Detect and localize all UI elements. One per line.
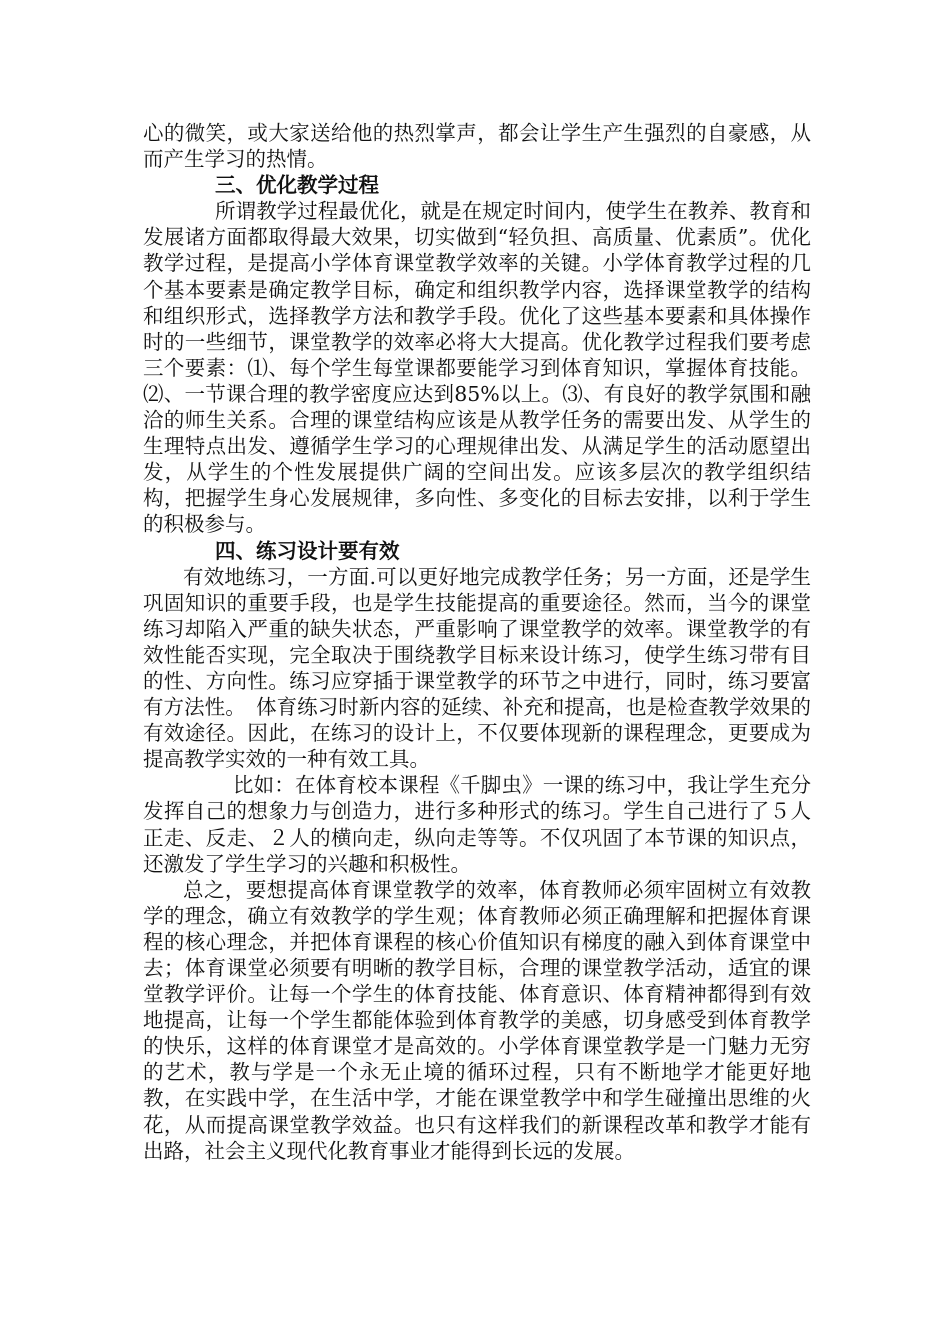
paragraph-effective-practice: 有效地练习，一方面.可以更好地完成教学任务；另一方面，还是学生巩固知识的重要手段，也是学生技能提高的重要途径。然而，当今的课堂练习却陷入严重的缺失状态，严重影响了课堂教学的效率。课堂教学的有效性能否实现，完全取决于围绕教学目标来设计练习，使学生练习带有目的性、方向性。练习应穿插于课堂教学的环节之中进行，同时，练习要富有方法性。 体育练习时新内容的延续、补充和提高，也是检查教学效果的有效途径。因此，在练习的设计上，不仅要体现新的课程理念，更要成为提高教学实效的一种有效工具。 <box>143 564 811 772</box>
paragraph-optimize-process: 所谓教学过程最优化，就是在规定时间内，使学生在教养、教育和发展诸方面都取得最大效果，切实做到“轻负担、高质量、优素质”。优化教学过程，是提高小学体育课堂教学效率的关键。小学体育教学过程的几个基本要素是确定教学目标，确定和组织教学内容，选择课堂教学的结构和组织形式，选择教学方法和教学手段。优化了这些基本要素和具体操作时的一些细节，课堂教学的效率必将大大提高。优化教学过程我们要考虑三个要素：⑴、每个学生每堂课都要能学习到体育知识，掌握体育技能。⑵、一节课合理的教学密度应达到85%以上。⑶、有良好的教学氛围和融洽的师生关系。合理的课堂结构应该是从教学任务的需要出发、从学生的生理特点出发、遵循学生学习的心理规律出发、从满足学生的活动愿望出发，从学生的个性发展提供广阔的空间出发。应该多层次的教学组织结构，把握学生身心发展规律，多向性、多变化的目标去安排，以利于学生的积极参与。 <box>143 199 811 537</box>
section-heading-effective-practice: 四、练习设计要有效 <box>215 538 400 563</box>
document-body <box>143 120 811 1164</box>
paragraph-continuation: 心的微笑，或大家送给他的热烈掌声，都会让学生产生强烈的自豪感，从而产生学习的热情。 <box>143 121 811 172</box>
paragraph-conclusion: 总之，要想提高体育课堂教学的效率，体育教师必须牢固树立有效教学的理念，确立有效教学的学生观；体育教师必须正确理解和把握体育课程的核心理念，并把体育课程的核心价值知识有梯度的融入到体育课堂中去；体育课堂必须要有明晰的教学目标，合理的课堂教学活动，适宜的课堂教学评价。让每一个学生的体育技能、体育意识、体育精神都得到有效地提高，让每一个学生都能体验到体育教学的美感，切身感受到体育教学的快乐，这样的体育课堂才是高效的。小学体育课堂教学是一门魅力无穷的艺术，教与学是一个永无止境的循环过程，只有不断地学才能更好地教，在实践中学，在生活中学，才能在课堂教学中和学生碰撞出思维的火花，从而提高课堂教学效益。也只有这样我们的新课程改革和教学才能有出路，社会主义现代化教育事业才能得到长远的发展。 <box>143 877 811 1163</box>
section-heading-optimize-process: 三、优化教学过程 <box>215 173 379 198</box>
paragraph-example: 比如：在体育校本课程《千脚虫》一课的练习中，我让学生充分发挥自己的想象力与创造力，进行多种形式的练习。学生自己进行了５人正走、反走、２人的横向走，纵向走等等。不仅巩固了本节课的知识点，还激发了学生学习的兴趣和积极性。 <box>143 773 811 876</box>
